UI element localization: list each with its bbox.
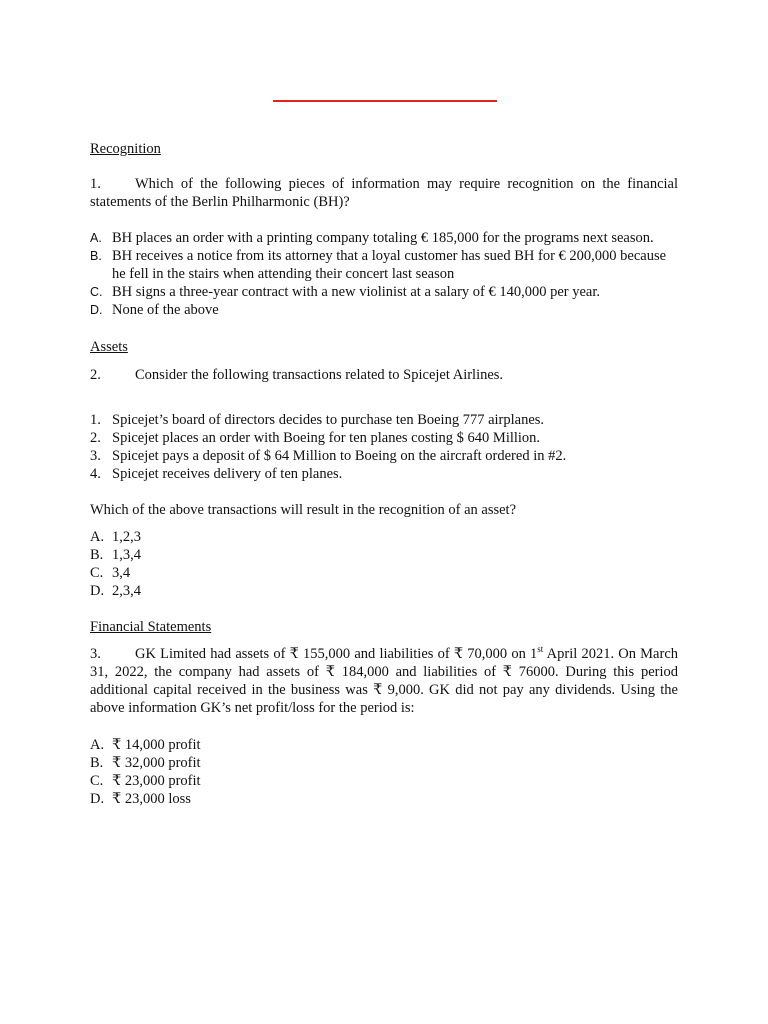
option-b [90, 754, 678, 772]
option-marker: D. [90, 791, 105, 807]
option-text: ₹ 14,000 profit [112, 737, 201, 753]
question-text-part-1: GK Limited had assets of ₹ 155,000 and liabilities of ₹ 70,000 on 1 [135, 646, 538, 662]
option-marker: B. [90, 547, 104, 563]
option-a [90, 528, 678, 546]
item-marker: 3. [90, 448, 101, 464]
question-1 [90, 175, 678, 211]
option-d [90, 790, 678, 808]
question-2-options [90, 528, 678, 600]
option-marker: D. [90, 303, 103, 317]
section-heading-recognition: Recognition [90, 141, 161, 157]
option-text: 1,3,4 [112, 547, 141, 563]
question-2 [90, 366, 678, 384]
option-marker: A. [90, 231, 102, 245]
option-text: ₹ 32,000 profit [112, 755, 201, 771]
item-text: Spicejet pays a deposit of $ 64 Million to Boeing on the aircraft ordered in #2. [112, 448, 567, 464]
option-marker: C. [90, 285, 103, 299]
transaction-item [90, 429, 678, 447]
option-marker: B. [90, 249, 102, 263]
question-text-part-2: April 2021. On March 31, 2022, the company had assets of ₹ 184,000 and liabilities of ₹ 76000. During this period additional capital received in the business was ₹ 9,000. GK did not pay any dividends. Using the above information GK’s net profit/loss for the period is: [90, 646, 679, 716]
item-marker: 4. [90, 466, 101, 482]
option-c [90, 564, 678, 582]
option-a [90, 229, 678, 247]
item-marker: 1. [90, 412, 101, 428]
option-a [90, 736, 678, 754]
option-text: 1,2,3 [112, 529, 141, 545]
section-heading-financial-statements: Financial Statements [90, 619, 212, 635]
option-d [90, 582, 678, 600]
option-c [90, 283, 678, 301]
section-heading-assets: Assets [90, 339, 128, 355]
option-text: BH places an order with a printing company totaling € 185,000 for the programs next season. [112, 230, 654, 246]
question-number: 2. [90, 367, 101, 383]
transaction-item [90, 447, 678, 465]
option-marker: B. [90, 755, 104, 771]
header-rule [273, 100, 497, 102]
question-text: Consider the following transactions related to Spicejet Airlines. [135, 367, 504, 383]
question-3-options [90, 736, 678, 808]
question-2-prompt: Which of the above transactions will result in the recognition of an asset? [90, 502, 517, 518]
question-number: 1. [90, 176, 101, 192]
option-marker: A. [90, 529, 105, 545]
option-b [90, 546, 678, 564]
option-text: ₹ 23,000 profit [112, 773, 201, 789]
item-text: Spicejet receives delivery of ten planes. [112, 466, 343, 482]
question-text: Which of the following pieces of information may require recognition on the financial statements of the Berlin Philharmonic (BH)? [90, 176, 678, 210]
option-text: ₹ 23,000 loss [112, 791, 191, 807]
ordinal-suffix: st [537, 644, 544, 655]
option-marker: C. [90, 565, 104, 581]
item-text: Spicejet’s board of directors decides to purchase ten Boeing 777 airplanes. [112, 412, 545, 428]
option-c [90, 772, 678, 790]
option-marker: C. [90, 773, 104, 789]
option-marker: D. [90, 583, 105, 599]
transaction-list [90, 411, 678, 483]
option-text: 3,4 [112, 565, 131, 581]
question-1-options [90, 229, 678, 319]
question-3 [90, 645, 678, 717]
question-number: 3. [90, 646, 101, 662]
option-b [90, 247, 678, 283]
option-marker: A. [90, 737, 105, 753]
option-text: 2,3,4 [112, 583, 141, 599]
transaction-item [90, 465, 678, 483]
option-text: BH signs a three-year contract with a new violinist at a salary of € 140,000 per year. [112, 284, 601, 300]
transaction-item [90, 411, 678, 429]
item-text: Spicejet places an order with Boeing for ten planes costing $ 640 Million. [112, 430, 541, 446]
item-marker: 2. [90, 430, 101, 446]
option-text: None of the above [112, 302, 219, 318]
option-text: BH receives a notice from its attorney that a loyal customer has sued BH for € 200,000 because he fell in the stairs when attending their concert last season [112, 248, 667, 282]
option-d [90, 301, 678, 319]
